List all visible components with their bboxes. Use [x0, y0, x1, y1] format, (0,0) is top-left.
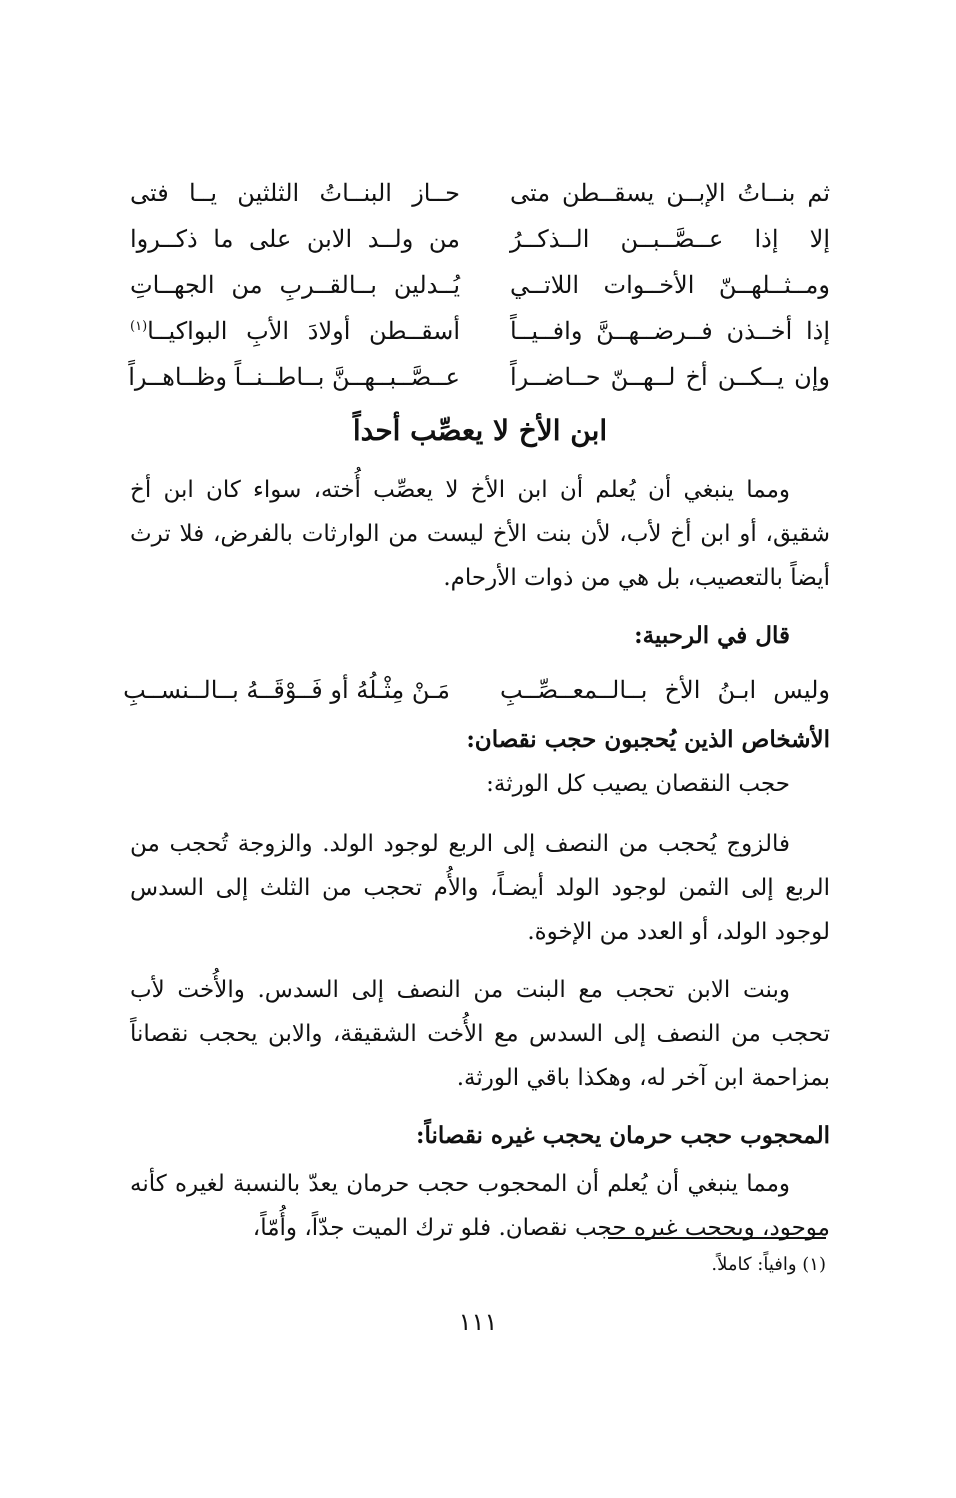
verse-5-first-hemistich: وإن يــكــن أخ لــهــنّ حــاضــراً	[510, 363, 830, 391]
verse-2	[130, 216, 830, 262]
verse-5	[130, 354, 830, 400]
rahbiya-verse	[123, 664, 830, 716]
verse-1	[130, 170, 830, 216]
rahbiya-verse-second-hemistich: مَـنْ مِثْـلُهُ أو فَــوْقَــهُ بــالــنســبِ	[123, 676, 450, 704]
verse-2-second-hemistich: من ولــد الابن على ما ذكــروا	[130, 225, 460, 253]
section-title: ابن الأخ لا يعصِّب أحداً	[352, 414, 608, 447]
verse-1-first-hemistich: ثم بنــاتُ الإبــن يسقــطن متى	[510, 179, 830, 207]
page-body	[123, 170, 830, 1264]
verse-3-second-hemistich: يُــدلين بــالقــربِ من الجهــاتِ	[130, 271, 460, 299]
page-number: ١١١	[458, 1308, 498, 1336]
paragraph-4: ومما ينبغي أن يُعلم أن المحجوب حجب حرمان يعدّ بالنسبة لغيره كأنه موجود، ويحجب غيره حجب نقصان. فلو ترك الميت جدّاً، وأُمّاً،	[130, 1171, 830, 1241]
rahbiya-intro: قال في الرحبية:	[634, 622, 790, 649]
paragraph-2: فالزوج يُحجب من النصف إلى الربع لوجود الولد. والزوجة تُحجب من الربع إلى الثمن لوجود الولد أيضـاً، والأُم تحجب من الثلث إلى السدس لوجود الولد، أو العدد من الإخوة.	[130, 831, 830, 945]
verse-4-first-hemistich: إذا أخــذن فــرضــهــنَّ وافــيــاً	[510, 317, 830, 345]
verse-2-first-hemistich: إلا إذا عــصَّــبــن الــذكــرُ	[510, 225, 830, 253]
footnote-divider	[608, 1237, 826, 1239]
footnote-marker: (١)	[130, 319, 148, 334]
verse-5-second-hemistich: عــصَّــبــهــنَّ بــاطــنــاً وظــاهــراً	[128, 363, 460, 391]
heading-partial-exclusion: الأشخاص الذين يُحجبون حجب نقصان:	[466, 726, 830, 753]
footnote: (١) وافياً: كاملاً.	[711, 1254, 826, 1275]
verse-3-first-hemistich: ومــثــلهــنّ الأخــوات اللاتــي	[510, 271, 830, 299]
verse-3	[130, 262, 830, 308]
verse-4-second-hemistich	[130, 308, 460, 354]
heading-partial-exclusion-sub: حجب النقصان يصيب كل الورثة:	[486, 771, 790, 797]
paragraph-1: ومما ينبغي أن يُعلم أن ابن الأخ لا يعصِّب أُخته، سواء كان ابن أخ شقيق، أو ابن أخ لأب، لأن بنت الأخ ليست من الوارثات بالفرض، فلا ترث أيضاً بالتعصيب، بل هي من ذوات الأرحام.	[130, 477, 830, 591]
verse-1-second-hemistich: حــاز البنــاتُ الثلثين يــا فتى	[130, 179, 460, 207]
poem-block	[130, 170, 830, 402]
verse-4	[130, 308, 830, 354]
verse-4-second-text: أسقــطن أولادَ الأبِ البواكيــا	[147, 317, 460, 345]
paragraph-3: وبنت الابن تحجب مع البنت من النصف إلى السدس. والأُخت لأب تحجب من النصف إلى السدس مع الأُخت الشقيقة، والابن يحجب نقصاناً بمزاحمة ابن آخر له، وهكذا باقي الورثة.	[130, 977, 830, 1091]
heading-excluded-excludes-others: المحجوب حجب حرمان يحجب غيره نقصاناً:	[415, 1122, 830, 1149]
rahbiya-verse-first-hemistich: وليس ابـنُ الأخ بــالــمعــصِّــبِ	[500, 676, 830, 704]
